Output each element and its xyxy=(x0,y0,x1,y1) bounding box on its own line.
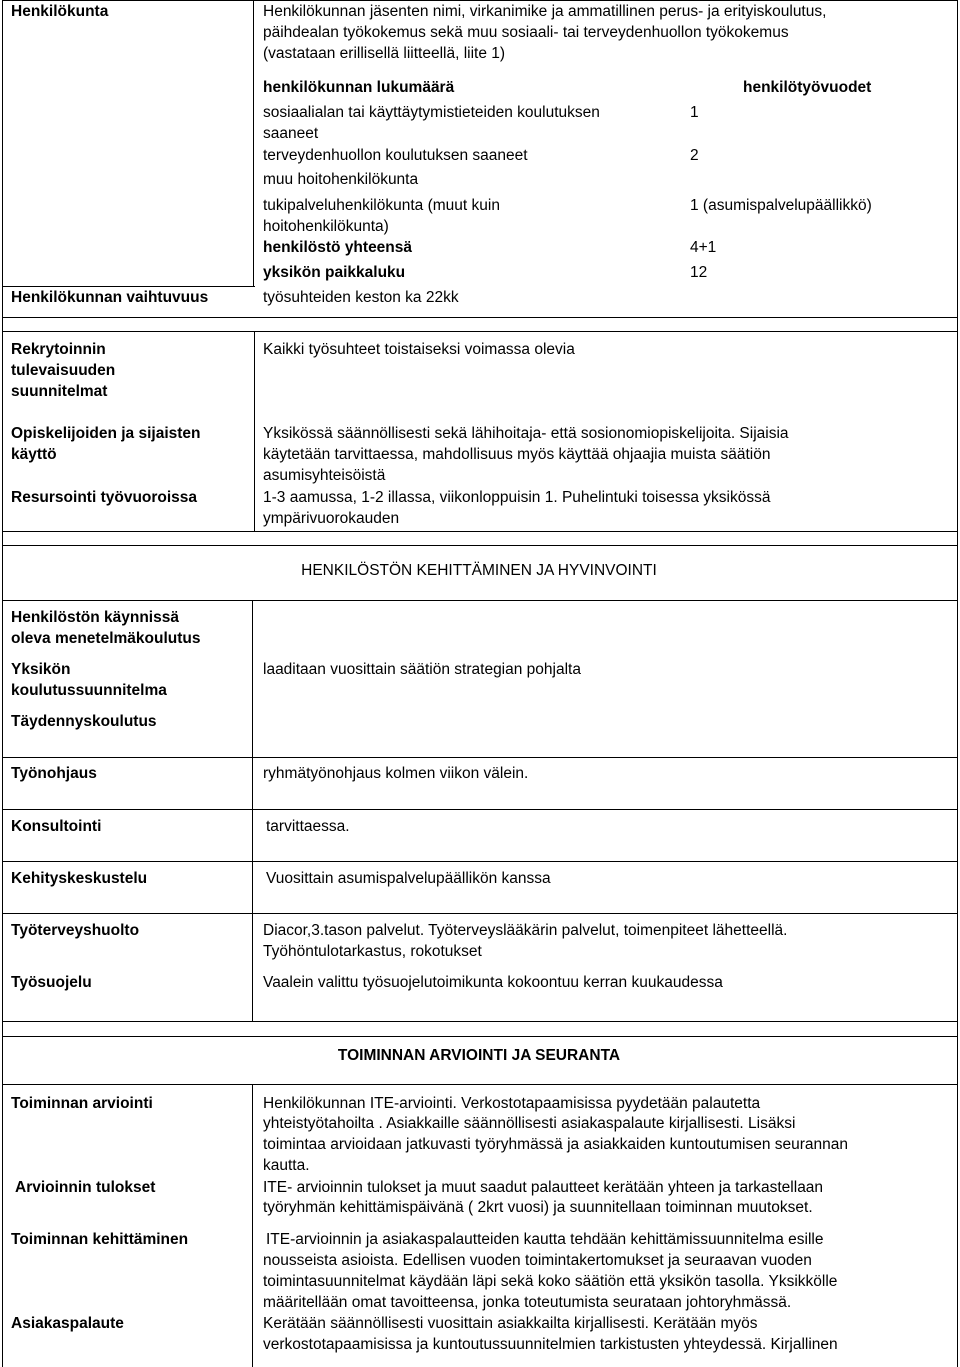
staff-row-2-label: terveydenhuollon koulutuksen saaneet xyxy=(263,147,528,164)
staff-intro-1: Henkilökunnan jäsenten nimi, virkanimike ja ammatillinen perus- ja erityiskoulutus, xyxy=(263,3,827,20)
eval-assessment-value-4: kautta. xyxy=(263,1157,310,1174)
shifts-value-1: 1-3 aamussa, 1-2 illassa, viikonloppuisin 1. Puhelintuki toisessa yksikössä xyxy=(263,489,771,506)
eval-assessment: Toiminnan arviointi xyxy=(11,1095,153,1112)
dev-training-value: laaditaan vuosittain säätiön strategian pohjalta xyxy=(263,661,581,678)
eval-results-value-1: ITE- arvioinnin tulokset ja muut saadut palautteet kerätään yhteen ja tarkastellaan xyxy=(263,1179,824,1196)
staff-count-header: henkilökunnan lukumäärä xyxy=(263,79,455,96)
dev-health-value-1: Diacor,3.tason palvelut. Työterveyslääkärin palvelut, toimenpiteet lähetteellä. xyxy=(263,922,788,939)
turnover-value: työsuhteiden keston ka 22kk xyxy=(263,289,459,306)
recruitment-label-2: tulevaisuuden xyxy=(11,362,116,379)
eval-assessment-value-3: toimintaa arvioidaan jatkuvasti työryhmässä ja asiakkaiden kuntoutumisen seurannan xyxy=(263,1136,849,1153)
students-value-2: käytetään tarvittaessa, mahdollisuus myös käyttää ohjaajia muista säätiön xyxy=(263,446,771,463)
staff-row-1-label-a: sosiaalialan tai käyttäytymistieteiden koulutuksen xyxy=(263,104,600,121)
dev-supervision: Työnohjaus xyxy=(11,765,97,782)
shifts-label: Resursointi työvuoroissa xyxy=(11,489,198,506)
dev-training-plan-1: Yksikön xyxy=(11,661,71,678)
eval-results-value-2: työryhmän kehittämispäivänä ( 2krt vuosi) ja suunnitellaan toiminnan muutokset. xyxy=(263,1199,813,1216)
dev-health-value-2: Työhöntulotarkastus, rokotukset xyxy=(263,943,482,960)
dev-further-training: Täydennyskoulutus xyxy=(11,713,157,730)
eval-assessment-value-1: Henkilökunnan ITE-arviointi. Verkostotapaamisissa pyydetään palautetta xyxy=(263,1095,761,1112)
dev-health: Työterveyshuolto xyxy=(11,922,140,939)
staff-label: Henkilökunta xyxy=(11,3,109,20)
recruitment-value: Kaikki työsuhteet toistaiseksi voimassa olevia xyxy=(263,341,575,358)
eval-assessment-value-2: yhteistyötahoilta . Asiakkaille säännöllisesti asiakaspalaute kirjallisesti. Lisäksi xyxy=(263,1115,796,1132)
dev-consultation: Konsultointi xyxy=(11,818,102,835)
staff-intro-2: päihdealan työkokemus sekä muu sosiaali- tai terveydenhuollon työkokemus xyxy=(263,24,789,41)
staff-row-3-label: muu hoitohenkilökunta xyxy=(263,171,419,188)
eval-development-value-2: nousseista asioista. Edellisen vuoden toimintakertomukset ja seuraavan vuoden xyxy=(263,1252,812,1269)
shifts-value-2: ympärivuorokauden xyxy=(263,510,400,527)
staff-row-2-count: 2 xyxy=(690,147,699,164)
dev-training-plan-2: koulutussuunnitelma xyxy=(11,682,167,699)
eval-results: Arvioinnin tulokset xyxy=(15,1179,156,1196)
eval-feedback-value-2: verkostotapaamisissa ja kuntoutussuunnitelmien tarkistusten yhteydessä. Kirjallinen xyxy=(263,1336,838,1353)
dev-supervision-value: ryhmätyönohjaus kolmen viikon välein. xyxy=(263,765,529,782)
eval-development: Toiminnan kehittäminen xyxy=(11,1231,189,1248)
dev-consultation-value: tarvittaessa. xyxy=(266,818,350,835)
dev-safety-value: Vaalein valittu työsuojelutoimikunta kokoontuu kerran kuukaudessa xyxy=(263,974,723,991)
staff-row-1-count: 1 xyxy=(690,104,699,121)
eval-development-value-4: määritellään omat tavoitteensa, jonka toteutumista seurataan johtoryhmässä. xyxy=(263,1294,792,1311)
staff-capacity-value: 12 xyxy=(690,264,708,281)
staff-total-value: 4+1 xyxy=(690,239,717,256)
eval-section-title: TOIMINNAN ARVIOINTI JA SEURANTA xyxy=(337,1047,621,1064)
staff-total-label: henkilöstö yhteensä xyxy=(263,239,413,256)
staff-row-4-label-a: tukipalveluhenkilökunta (muut kuin xyxy=(263,197,500,214)
turnover-label: Henkilökunnan vaihtuvuus xyxy=(11,289,209,306)
dev-method-training-1: Henkilöstön käynnissä xyxy=(11,609,179,626)
recruitment-label-1: Rekrytoinnin xyxy=(11,341,106,358)
staff-capacity-label: yksikön paikkaluku xyxy=(263,264,406,281)
students-value-3: asumisyhteisöistä xyxy=(263,467,386,484)
eval-development-value-3: toimintasuunnitelmat käydään läpi sekä koko säätiön että yksikön tasolla. Yksikkölle xyxy=(263,1273,838,1290)
staff-row-1-label-b: saaneet xyxy=(263,125,319,142)
staff-years-header: henkilötyövuodet xyxy=(743,79,872,96)
recruitment-label-3: suunnitelmat xyxy=(11,383,108,400)
dev-method-training-2: oleva menetelmäkoulutus xyxy=(11,630,201,647)
dev-appraisal: Kehityskeskustelu xyxy=(11,870,148,887)
students-label-2: käyttö xyxy=(11,446,57,463)
students-label-1: Opiskelijoiden ja sijaisten xyxy=(11,425,201,442)
staff-row-4-label-b: hoitohenkilökunta) xyxy=(263,218,389,235)
students-value-1: Yksikössä säännöllisesti sekä lähihoitaja- että sosionomiopiskelijoita. Sijaisia xyxy=(263,425,789,442)
dev-section-title: HENKILÖSTÖN KEHITTÄMINEN JA HYVINVOINTI xyxy=(301,562,657,579)
eval-feedback: Asiakaspalaute xyxy=(11,1315,124,1332)
staff-row-4-years: 1 (asumispalvelupäällikkö) xyxy=(690,197,872,214)
dev-appraisal-value: Vuosittain asumispalvelupäällikön kanssa xyxy=(266,870,551,887)
eval-development-value-1: ITE-arvioinnin ja asiakaspalautteiden kautta tehdään kehittämissuunnitelma esille xyxy=(266,1231,824,1248)
staff-intro-3: (vastataan erillisellä liitteellä, liite 1) xyxy=(263,45,506,62)
eval-feedback-value-1: Kerätään säännöllisesti vuosittain asiakkailta kirjallisesti. Kerätään myös xyxy=(263,1315,758,1332)
dev-safety: Työsuojelu xyxy=(11,974,92,991)
